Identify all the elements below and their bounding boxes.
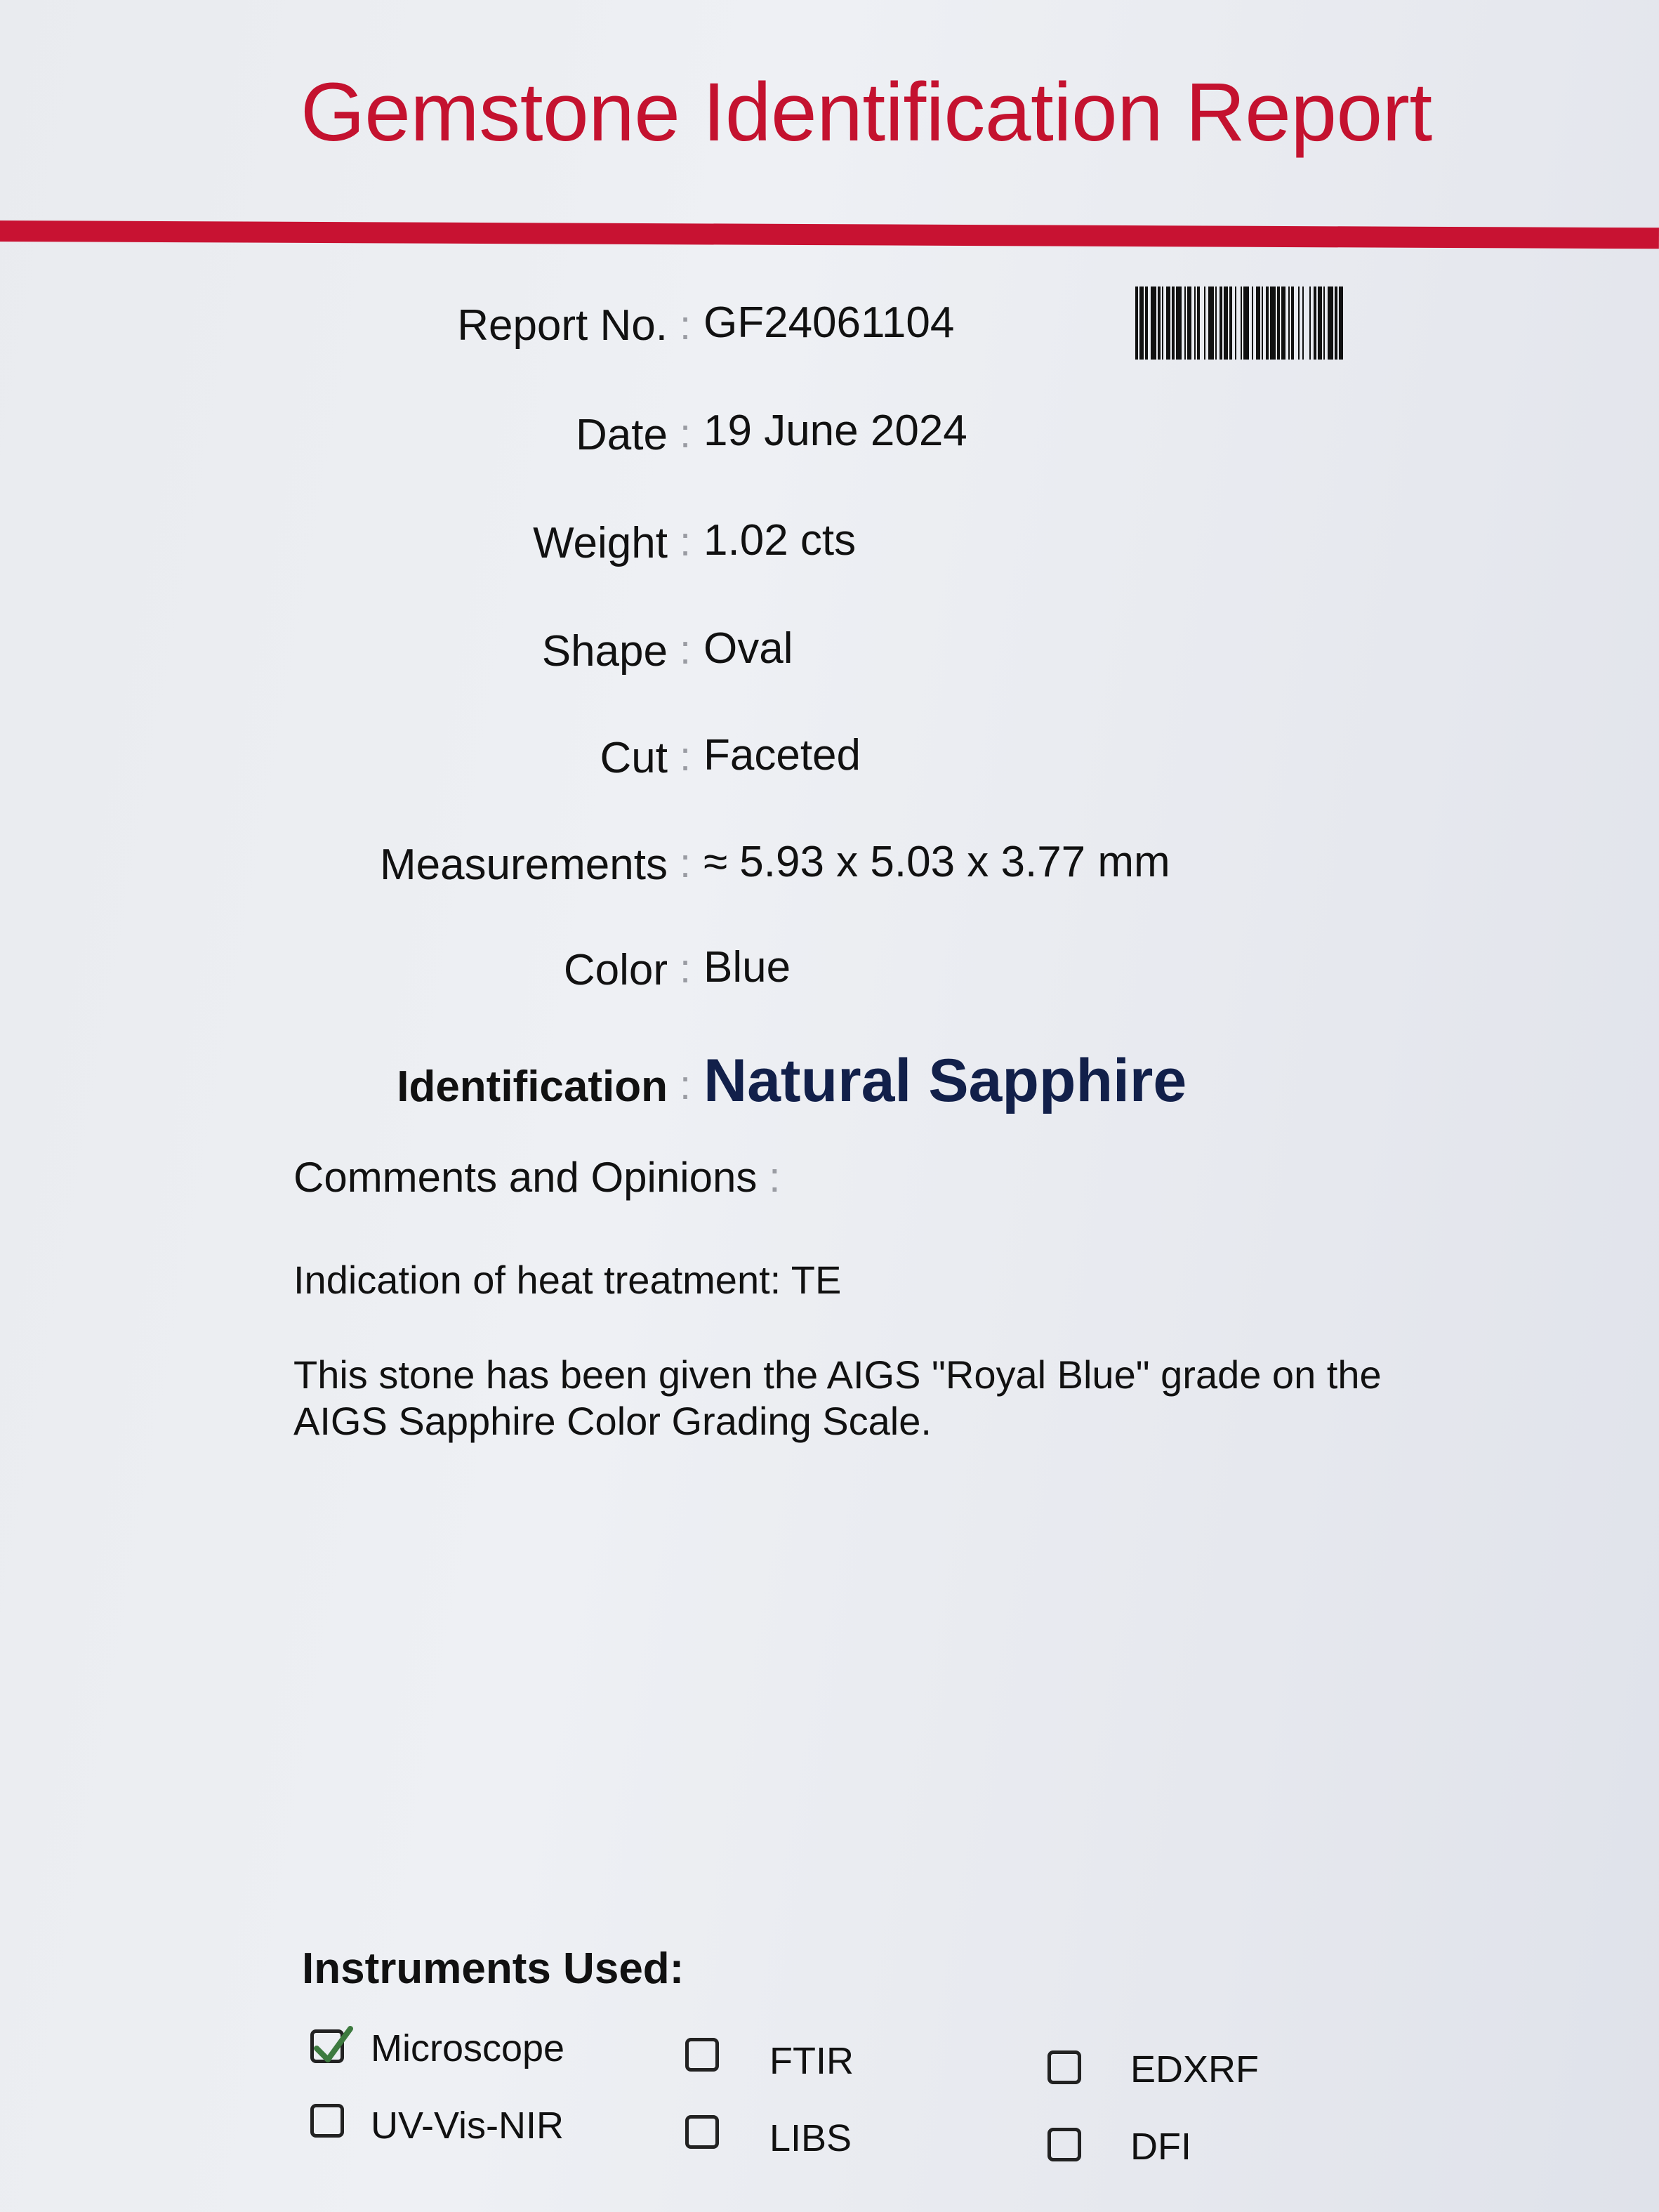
grade-statement	[293, 1352, 1487, 1444]
report-number-value: GF24061104	[703, 298, 955, 347]
separator: :	[769, 1154, 781, 1201]
separator: :	[680, 411, 692, 456]
ftir-label: FTIR	[769, 2040, 854, 2082]
cut-label: Cut	[600, 734, 668, 782]
ftir-checkbox[interactable]	[685, 2038, 719, 2072]
separator: :	[680, 841, 692, 886]
comments-heading-text: Comments and Opinions	[293, 1154, 758, 1201]
header-divider	[0, 220, 1659, 249]
date-label: Date	[576, 411, 668, 459]
microscope-checkbox[interactable]	[310, 2029, 344, 2063]
separator: :	[680, 946, 692, 992]
date-value: 19 June 2024	[703, 407, 967, 455]
libs-checkbox[interactable]	[685, 2115, 719, 2149]
separator: :	[680, 519, 692, 565]
barcode	[1135, 287, 1602, 360]
color-label: Color	[563, 946, 668, 994]
separator: :	[680, 734, 692, 779]
cut-value: Faceted	[703, 731, 861, 779]
edxrf-checkbox[interactable]	[1047, 2050, 1081, 2084]
uv-vis-nir-checkbox[interactable]	[310, 2104, 344, 2138]
microscope-label: Microscope	[371, 2027, 565, 2069]
grade-statement-line-1: This stone has been given the AIGS "Royal Blue" grade on the	[293, 1352, 1382, 1397]
separator: :	[680, 1062, 692, 1108]
measurements-value: ≈ 5.93 x 5.03 x 3.77 mm	[703, 838, 1170, 886]
edxrf-label: EDXRF	[1130, 2048, 1260, 2091]
dfi-checkbox[interactable]	[1047, 2128, 1081, 2161]
libs-label: LIBS	[769, 2117, 852, 2159]
weight-value: 1.02 cts	[703, 516, 857, 565]
dfi-label: DFI	[1130, 2126, 1191, 2168]
shape-label: Shape	[541, 627, 668, 676]
separator: :	[680, 627, 692, 673]
report-number-label: Report No.	[457, 301, 668, 350]
shape-value: Oval	[703, 624, 793, 673]
identification-value: Natural Sapphire	[703, 1047, 1187, 1114]
uv-vis-nir-label: UV-Vis-NIR	[371, 2105, 564, 2147]
instruments-heading: Instruments Used:	[302, 1944, 685, 1993]
grade-statement-line-2: AIGS Sapphire Color Grading Scale.	[293, 1399, 932, 1443]
checkmark-icon	[311, 2025, 355, 2068]
report-title: Gemstone Identification Report	[300, 66, 1432, 159]
color-value: Blue	[703, 943, 791, 992]
separator: :	[680, 303, 692, 348]
identification-label: Identification	[397, 1062, 668, 1111]
weight-label: Weight	[533, 519, 668, 567]
measurements-label: Measurements	[379, 841, 668, 889]
heat-treatment-note: Indication of heat treatment: TE	[293, 1258, 842, 1302]
comments-heading	[293, 1153, 781, 1202]
